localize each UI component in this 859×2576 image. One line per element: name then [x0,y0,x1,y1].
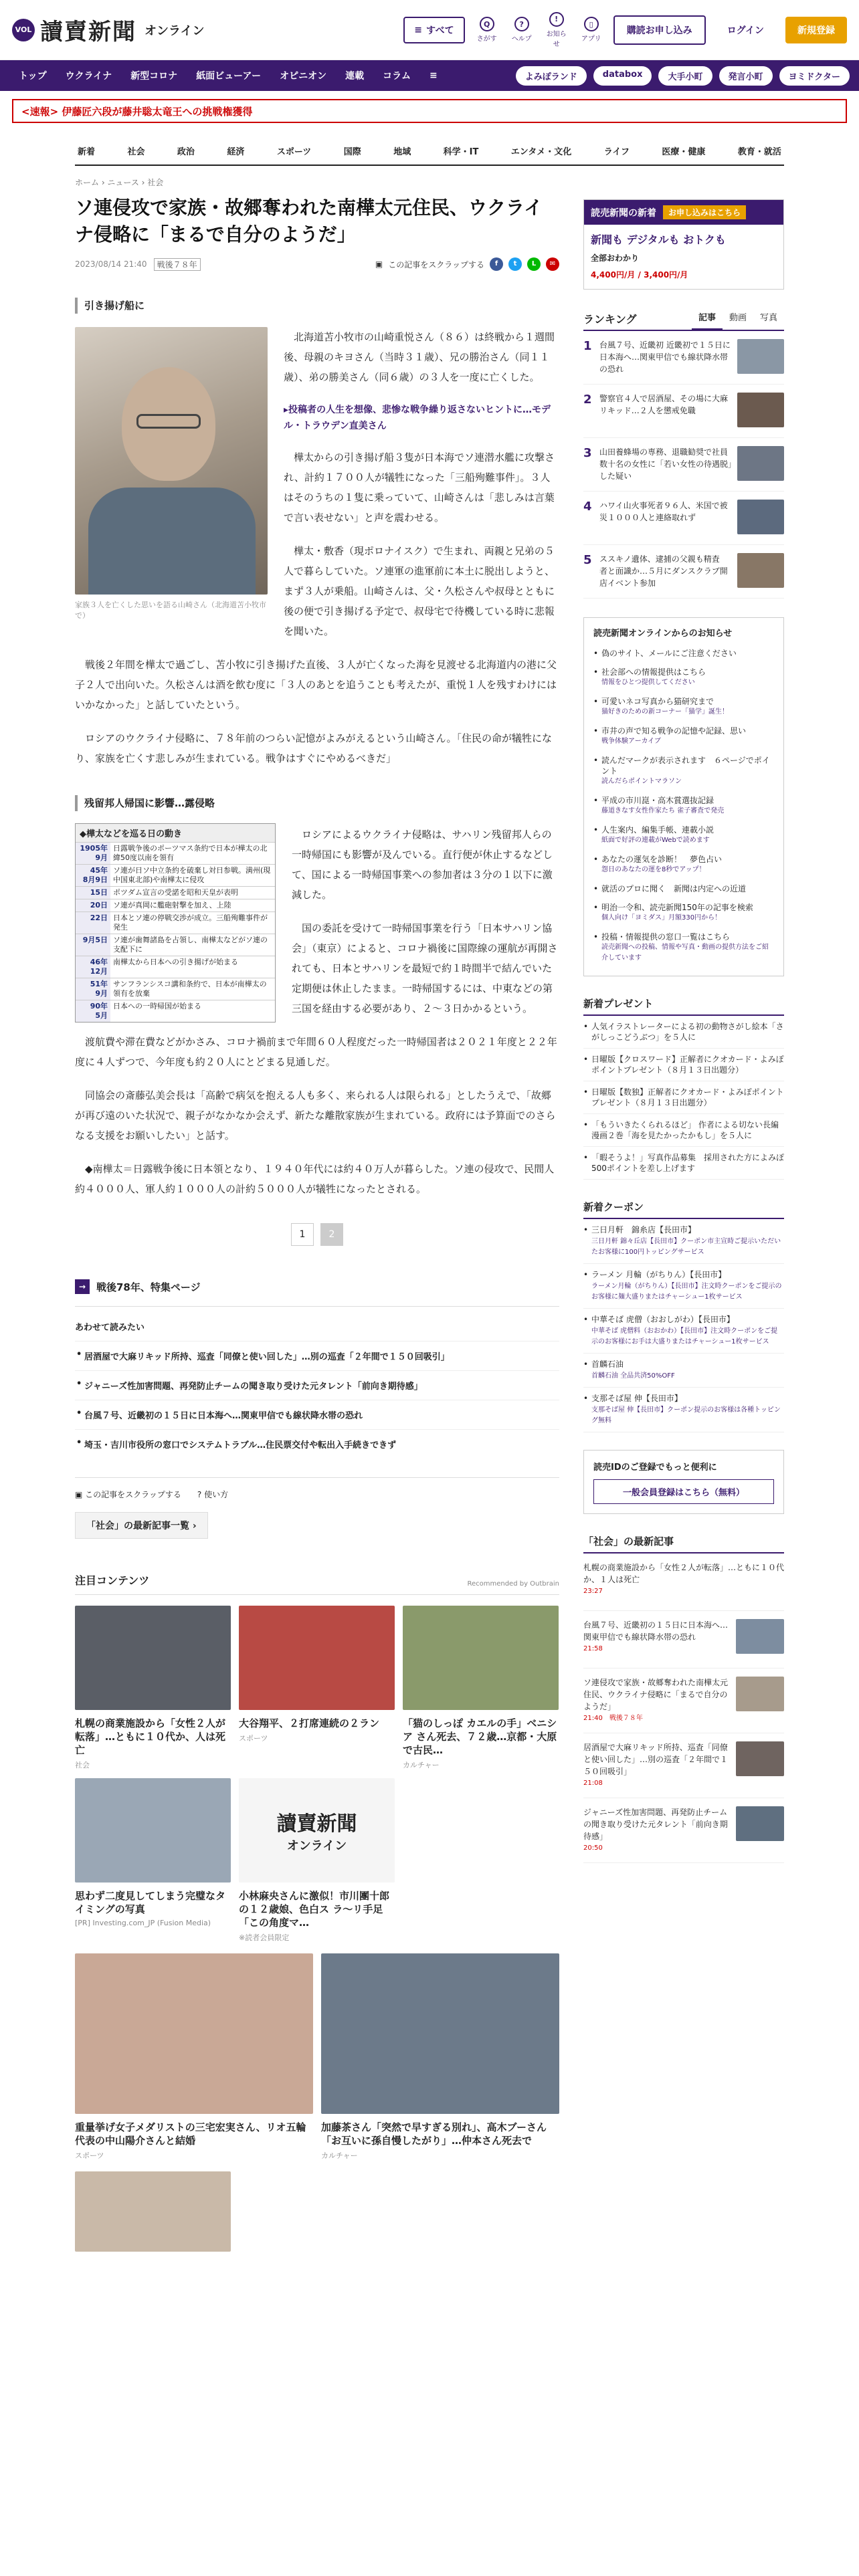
notice-sub: 紙面で好評の連載がWebで読めます [601,837,710,844]
howto-tool[interactable] [197,1489,228,1500]
nav-item-series[interactable]: 連載 [345,71,365,82]
nav-more-icon[interactable]: ≡ [429,70,438,81]
help-label: ヘルプ [511,35,532,43]
menu-icon: ≡ [414,24,422,35]
card-source: ※読者会員限定 [239,1933,290,1942]
card-title: 思わず二度見してしまう完璧なタイミングの写真 [75,1890,226,1915]
timeline-row [76,886,275,899]
ranking-thumbnail [737,553,784,588]
ranking-header [583,307,784,331]
card-image [239,1606,395,1710]
notice-sub: 読んだらポイントマラソン [601,778,682,785]
latest-text [583,1677,729,1725]
registration-button[interactable]: 一般会員登録はこちら（無料） [593,1479,774,1504]
recommend-card[interactable] [403,1606,559,1770]
present-item[interactable]: • 「もういきたくられるほど」 作者による切ない長編漫画２巻「海を見たかったかもし」を５人に [583,1114,784,1147]
article-figure [75,327,268,621]
subs-price: 4,400円/月 / 3,400円/月 [591,270,688,280]
notification-button[interactable] [544,12,569,48]
notice-item[interactable]: • 読んだマークが表示されます ６ページでポイント 読んだらポイントマラソン [593,751,774,791]
timeline-row [76,864,275,886]
also-read-item[interactable]: • 埼玉・吉川市役所の窓口でシステムトラブル…住民票交付や転出入手続きできず [75,1429,559,1459]
timeline-year: 20日 [76,899,110,911]
card-image [403,1606,559,1710]
card-title: 重量挙げ女子メダリストの三宅宏実さん、リオ五輪代表の中山陽介さんと結婚 [75,2121,306,2147]
ranking-thumbnail [737,393,784,427]
vol-badge: VOL [12,19,35,41]
pagination [75,1223,559,1246]
ranking-number: 1 [583,339,592,353]
notice-item[interactable]: • 投稿・情報提供の窓口一覧はこちら 読売新聞への投稿、情報や写真・動画の提供方法をご紹介しています [593,928,774,968]
latest-item[interactable] [583,1798,784,1863]
timeline-row [76,899,275,911]
timeline-event: サンフランシスコ講和条約で、日本が南樺太の領有を放棄 [113,980,267,998]
search-icon: Q [480,17,494,31]
site-header [0,0,859,60]
nav-pill-hatsugen[interactable]: 発言小町 [719,66,773,86]
mail-icon[interactable]: ✉ [546,257,559,271]
card-title: 小林麻央さんに激似！市川團十郎の１２歳娘、色白ス ラ～リ手足「この角度マ… [239,1890,390,1929]
scrap-icon: ▣ [75,1490,86,1499]
section-latest-button[interactable]: 「社会」の最新記事一覧 › [75,1512,208,1539]
subnav-item[interactable]: 新着 [78,146,96,157]
subnav-item[interactable]: スポーツ [276,146,312,157]
coupon-sub: 支那そば屋 伸【長田市】クーポン提示のお客様は各種トッピング無料 [591,1406,781,1424]
recommend-card[interactable] [75,1606,231,1770]
timeline-row [76,842,275,864]
notice-sub: 怨日のあなたの運を8秒でアップ！ [601,866,706,873]
latest-title: ジャニーズ性加害問題、再発防止チームの聞き取り受けた元タレント「前向き期待感」 [583,1808,728,1841]
subnav-item[interactable]: 科学・IT [443,146,479,157]
subnav-item[interactable]: 医療・健康 [662,146,706,157]
logo-name: 讀賣新聞 [40,19,136,45]
sidebar [583,166,784,2252]
register-button[interactable]: 新規登録 [785,17,847,43]
recommend-card[interactable] [321,1953,559,2161]
latest-text [583,1806,729,1854]
timeline-row [76,1000,275,1022]
notice-item[interactable]: • 人生案内、編集手帳、連載小説 紙面で好評の連載がWebで読めます [593,821,774,850]
latest-section-block [583,1534,784,1863]
tab-articles[interactable]: 記事 [692,306,723,330]
latest-time: 21:58 [583,1645,603,1652]
latest-title: 札幌の商業施設から「女性２人が転落」…ともに１０代か、１人は死亡 [583,1563,785,1584]
latest-text [583,1741,729,1790]
ranking-thumbnail [737,446,784,481]
card-image [75,1606,231,1710]
help-icon: ? [514,17,529,31]
nav-pill-databox[interactable]: databox [593,66,652,86]
subnav-item[interactable]: 教育・就活 [737,146,781,157]
notice-sub: 猫好きのための新コーナー「猫学」誕生！ [601,708,729,716]
ranking-number: 3 [583,446,592,460]
present-item[interactable]: • 「暇そうよ！」写真作品募集 採用された方によみぽ500ポイントを差し上げます [583,1147,784,1180]
timeline-title: ◆樺太などを巡る日の動き [76,824,275,842]
timeline-year: 51年 9月 [76,978,110,1000]
timeline-event: 日本とソ連の停戦交渉が成立。三船殉難事件が発生 [113,914,268,932]
present-item[interactable]: • 日曜版【クロスワード】正解者にクオカード・よみぽポイントプレゼント（８月１３日出題分） [583,1049,784,1081]
article-paragraph: 樺太・敷香（現ポロナイスク）で生まれ、両親と兄弟の５人で暮らしていた。ソ連軍の進軍前に本土に脱出しようと、まず３人が乗船。山崎さんは、父・久松さんや叔母とともに後の便で引き揚げる予定で、叔母宅で待機している時に悲報を聞いた。 [284,545,555,637]
coupon-sub: 三日月軒 錦々丘店【長田市】クーポン市主宣時ご提示いただいたお客様に100円トッピングサービス [591,1238,781,1256]
card-image [75,1953,313,2114]
coupon-item[interactable]: • 支那そば屋 伸【長田市】 支那そば屋 伸【長田市】クーポン提示のお客様は各種トッピング無料 [583,1388,784,1432]
card-source: スポーツ [75,2151,104,2160]
card-title: 加藤茶さん「突然で早すぎる別れ」、高木ブーさん「お互いに孫自慢したがり」…仲本さん死去で [321,2121,547,2147]
ranking-title: ランキング [583,312,637,326]
ranking-item[interactable] [583,438,784,492]
card-source: 社会 [75,1761,90,1769]
subscription-banner[interactable] [583,199,784,290]
card-title: 大谷翔平、２打席連続の２ラン [239,1717,380,1729]
subs-sub: 全部おわかり [591,253,640,263]
present-item[interactable]: • 日曜版【数独】正解者にクオカード・よみぽポイントプレゼント（８月１３日出題分） [583,1081,784,1114]
scrap-tool-label: この記事をスクラップする [85,1490,181,1499]
menu-label: すべて [425,25,454,36]
latest-item[interactable] [583,1611,784,1669]
latest-thumbnail [736,1677,784,1711]
ranking-thumbnail [737,500,784,534]
ranking-number: 4 [583,500,592,514]
notice-item[interactable]: • 市井の声で知る戦争の記憶や記録、思い 戦争体験アーカイブ [593,722,774,751]
subs-apply-badge[interactable]: お申し込みはこちら [663,205,746,219]
section-heading: 残留邦人帰国に影響…露侵略 [75,795,559,811]
notice-item[interactable]: • 就活のプロに聞く 新聞は内定への近道 [593,879,774,898]
coupon-item[interactable]: • ラーメン 月輪（がちりん）【長田市】 ラーメン月輪（がちりん）【長田市】注文時クーポンをご提示のお客様に麺大盛りまたはチャーシュー1枚サービス [583,1264,784,1309]
all-menu-button[interactable] [403,17,464,43]
also-read-item[interactable]: • 居酒屋で大麻リキッド所持、巡査「同僚と使い回した」…別の巡査「２年間で１５０回吸引」 [75,1341,559,1370]
nav-pill-yomidr[interactable]: ヨミドクター [779,66,850,86]
notice-item[interactable]: • 社会部への情報提供はこちら 情報をひとつ提供してください [593,663,774,692]
article-tools [75,1477,559,1500]
notice-item[interactable]: • 平成の市川崑・高木賞選抜記録 藤道きなす女性作家たち 雀子審査で発売 [593,791,774,821]
latest-time: 21:08 [583,1780,603,1787]
latest-title: 居酒屋で大麻リキッド所持、巡査「同僚と使い回した」…別の巡査「２年間で１５０回吸引」 [583,1743,729,1776]
timeline-table [75,823,276,1023]
also-read-item[interactable]: • ジャニーズ性加害問題、再発防止チームの聞き取り受けた元タレント「前向き期待感」 [75,1370,559,1400]
related-article-link[interactable]: ▸投稿者の人生を想像、悲惨な戦争繰り返さないヒントに…モデル・トラウデン直美さん [284,405,551,431]
latest-thumbnail [736,1619,784,1654]
recommend-card[interactable] [75,2171,231,2252]
notice-sub: 個人向け「ヨミダス」月額330円から！ [601,914,722,922]
timeline-year: 9月5日 [76,934,110,956]
timeline-event: 日本への一時帰国が始まる [113,1002,201,1010]
ranking-text: 台風７号、近畿初 近畿初で１５日に日本海へ…関東甲信でも線状降水帯の恐れ [599,340,731,374]
nav-item-column[interactable]: コラム [383,71,411,82]
logo-sub: オンライン [145,23,205,38]
nav-pill-otekomachi[interactable]: 大手小町 [658,66,712,86]
category-subnav [75,136,784,166]
timeline-year: 1905年 9月 [76,843,110,864]
ranking-list [583,331,784,599]
question-icon: ? [197,1490,205,1499]
timeline-event: ソ連が日ソ中立条約を破棄し対日参戦。満州(現中国東北部)や南樺太に侵攻 [113,866,271,884]
latest-item[interactable] [583,1733,784,1798]
help-button[interactable] [509,17,535,43]
site-logo[interactable] [12,13,204,46]
timeline-event: ポツダム宣言の受諾を昭和天皇が表明 [113,888,238,897]
attention-grid-wide [75,1953,559,2161]
subnav-item[interactable]: 国際 [343,146,361,157]
app-button[interactable] [579,17,604,43]
latest-thumbnail [736,1741,784,1776]
timeline-row [76,934,275,956]
tab-videos[interactable]: 動画 [729,313,747,323]
latest-item[interactable] [583,1553,784,1611]
timeline-year: 22日 [76,912,110,934]
page-1-link[interactable]: 1 [291,1223,314,1246]
article-paragraph: ロシアのウクライナ侵略に、７８年前のつらい記憶がよみがえるという山崎さん。「住民の命が犠牲になり、家族を亡くす悲しみが生まれている。戦争はすぐにやめるべきだ」 [75,732,552,764]
recommend-card[interactable] [75,1778,231,1943]
timeline-row [76,956,275,978]
timeline-event: ソ連が真岡に艦砲射撃を加え、上陸 [113,901,231,909]
subs-price-1: 4,400円/月 [591,270,636,280]
timeline-event: ソ連が歯舞諸島を占領し、南樺太などがソ連の支配下に [113,936,268,954]
latest-text [583,1562,784,1602]
article-paragraph: 国の委託を受けて一時帰国事業を行う「日本サハリン協会」（東京）によると、コロナ禍後に国際線の運航が再開されても、日本とサハリンを最短で約１時間半で結んでいた定期便は休止したまま。一時帰国するには、中東などの第三国を経由する必要があり、２～３日かかるという。 [292,922,558,1014]
coupon-item[interactable]: • 三日月軒 錦糸店【長田市】 三日月軒 錦々丘店【長田市】クーポン市主宣時ご提示いただいたお客様に100円トッピングサービス [583,1219,784,1264]
ranking-item[interactable] [583,331,784,385]
registration-text: 読売IDのご登録でもっと便利に [593,1463,717,1473]
recommend-card[interactable] [239,1606,395,1770]
subs-headline: 新聞も デジタルも おトクも [591,233,726,246]
search-label: さがす [476,35,497,43]
article-paragraph: 渡航費や滞在費などがかさみ、コロナ禍前まで年間６０人程度だった一時帰国者は２０２１年度と２２年度に４人ずつで、今年度も約２０人にとどまる見通しだ。 [75,1036,557,1068]
latest-time: 20:50 [583,1844,603,1852]
arrow-right-icon: → [75,1279,90,1294]
coupon-sub: 中華そば 虎僧料（おおかわ）【長田市】注文時クーポンをご提示のお客様にお手は大盛りまたはチャーシュー1枚サービス [591,1327,778,1346]
latest-title: 台風７号、近畿初の１５日に日本海へ…関東甲信でも線状降水帯の恐れ [583,1620,729,1642]
timeline-year: 45年 8月9日 [76,865,110,886]
feature-label: 戦後78年、特集ページ [96,1281,201,1293]
latest-item[interactable] [583,1669,784,1733]
card-source: [PR] Investing.com_JP (Fusion Media) [75,1919,211,1927]
also-read [75,1320,559,1459]
subs-price-2: 3,400円/月 [644,270,688,280]
nav-item-viewer[interactable]: 紙面ビューアー [196,71,262,82]
article-paragraph: ロシアによるウクライナ侵略は、サハリン残留邦人らの一時帰国にも影響が及んでいる。直行便が休止するなどして、国による一時帰国事業への参加者は３分の１以下に激減した。 [292,829,553,901]
ranking-thumbnail [737,339,784,374]
search-button[interactable] [474,17,500,43]
ranking-number: 5 [583,553,592,567]
bell-icon: ! [549,12,564,27]
article-paragraph: 北海道苫小牧市の山崎重悦さん（８６）は終戦から１週間後、母親のキヨさん（当時３１歳）、兄の勝治さん（同１１歳）、弟の勝美さん（同６歳）の３人を一度に亡くした。 [284,331,555,383]
tab-photos[interactable]: 写真 [759,313,777,323]
card-image [321,1953,559,2114]
twitter-icon[interactable]: t [508,257,522,271]
howto-label: 使い方 [204,1490,229,1499]
card-title: 札幌の商業施設から「女性２人が転落」…ともに１０代か、人は死亡 [75,1717,226,1756]
coupon-block [583,1200,784,1432]
notice-item[interactable]: • 明治一令和、読売新聞150年の記事を検索 個人向け「ヨミダス」月額330円から！ [593,898,774,928]
outbrain-logo[interactable]: Recommended by Outbrain [467,1580,559,1588]
timeline-event: 日露戦争後のポーツマス条約で日本が樺太の北緯50度以南を領有 [113,844,268,862]
coupon-item[interactable]: • 首麟石油 首麟石油 全品共済50%OFF [583,1354,784,1388]
recommend-card[interactable] [239,1778,395,1943]
ranking-text: ススキノ遺体、逮捕の父親も精査 者と面識か…５月にダンスクラブ開店イベント参加 [599,554,728,588]
facebook-icon[interactable]: f [490,257,503,271]
ranking-text: 警察官４人で居酒屋、その場に大麻リキッド…２人を懲戒免職 [599,394,729,415]
subnav-item[interactable]: 経済 [227,146,245,157]
timeline-year: 46年 12月 [76,956,110,978]
timeline-year: 15日 [76,887,110,899]
scrap-icon: ▣ [375,259,383,269]
subnav-item[interactable]: 政治 [177,146,195,157]
article-paragraph: 同協会の斎藤弘美会長は「高齢で病気を抱える人も多く、来られる人は限られる」としたうえで、「故郷が再び遠のいた状況で、親子がなかなか会えず、新たな離散家族が生まれている。政府には予算面でのさらなる支援をお願いしたい」と話す。 [75,1089,556,1142]
nav-item-ukraine[interactable]: ウクライナ [65,71,112,82]
notice-sub: 読売新聞への投稿、情報や写真・動画の提供方法をご紹介しています [601,944,769,962]
nav-pill-yomipo[interactable]: よみぽランド [516,66,587,86]
line-icon[interactable]: L [527,257,541,271]
notice-sub: 藤道きなす女性作家たち 雀子審査で発売 [601,807,725,815]
section-heading: 引き揚げ船に [75,298,559,314]
article-paragraph: 戦後２年間を樺太で過ごし、苫小牧に引き揚げた直後、３人が亡くなった海を見渡せる北海道内の港に父子２人で出向いた。久松さんは酒を飲む度に「３人のあとを追うことも考えたが、重悦１人を残すわけにはいかなかった」と話していたという。 [75,659,557,711]
notice-sub: 情報をひとつ提供してください [601,679,695,686]
subnav-item[interactable]: 地域 [393,146,411,157]
present-title: 新着プレゼント [583,996,784,1016]
latest-thumbnail [736,1806,784,1841]
notice-item[interactable]: • あなたの運気を診断！ 夢色占い 怨日のあなたの運を8秒でアップ！ [593,850,774,879]
recommend-card[interactable] [75,1953,313,2161]
app-icon: ▯ [584,17,599,31]
subnav-item[interactable]: ライフ [603,146,630,157]
article-tag[interactable]: 戦後７８年 [154,258,201,271]
article-meta [75,257,559,271]
coupon-item[interactable]: • 中華そば 虎僧（おおしがわ）【長田市】 中華そば 虎僧料（おおかわ）【長田市】注文時クーポンをご提示のお客様にお手は大盛りまたはチャーシュー1枚サービス [583,1309,784,1354]
coupon-title: 新着クーポン [583,1200,784,1219]
card-image [75,1778,231,1883]
timeline-year: 90年 5月 [76,1000,110,1022]
timeline-row [76,911,275,934]
subs-head-title: 読売新聞の新着 [591,207,656,219]
photo-caption: 家族３人を亡くした思いを語る山崎さん（北海道苫小牧市で） [75,601,266,620]
main-nav [0,60,859,91]
latest-time: 21:40 戦後７８年 [583,1715,643,1722]
timeline-event: 南樺太から日本への引き揚げが始まる [113,958,238,966]
ranking-text: ハワイ山火事死者９６人、米国で被災１０００人と連絡取れず [599,501,728,522]
attention-grid [75,1606,559,1943]
registration-box [583,1450,784,1514]
card-image [75,2171,231,2252]
ranking-item[interactable] [583,545,784,599]
coupon-sub: ラーメン月輪（がちりん）【長田市】注文時クーポンをご提示のお客様に麺大盛りまたはチャーシュー1枚サービス [591,1283,782,1301]
timeline-row [76,978,275,1000]
nav-item-top[interactable]: トップ [19,71,47,82]
article-paragraph: ◆南樺太＝日露戦争後に日本領となり、１９４０年代には約４０万人が暮らした。ソ連の侵攻で、民間人約４０００人、軍人約１０００人の計約５０００人が犠牲になったとされる。 [75,1163,555,1195]
ranking-number: 2 [583,393,592,407]
present-block [583,996,784,1180]
notice-sub: 戦争体験アーカイブ [601,738,661,745]
ranking-text: 山田養蜂場の専務、退職勧奨で社員数十名の女性に「若い女性の待遇脱」した疑い [599,447,733,481]
scrap-link[interactable]: この記事をスクラップする [388,259,484,270]
attention-grid-extra [75,2171,559,2252]
latest-title: ソ連侵攻で家族・故郷奪われた南樺太元住民、ウクライナ侵略に「まるで自分のようだ」 [583,1678,729,1711]
page-2-link[interactable]: 2 [320,1223,343,1246]
nav-item-corona[interactable]: 新型コロナ [130,71,178,82]
breadcrumb[interactable]: ホーム › ニュース › 社会 [75,178,164,187]
article-photo[interactable] [75,327,268,595]
attention-header [75,1572,559,1595]
feature-page-link[interactable] [75,1279,559,1307]
card-source: スポーツ [239,1734,268,1743]
card-logo-text: 讀賣新聞 [276,1812,357,1836]
nav-item-opinion[interactable]: オピニオン [280,71,327,82]
latest-text [583,1619,729,1660]
present-item[interactable]: • 人気イラストレーターによる初の動物さがし絵本「さがしっこどうぶつ」を５人に [583,1016,784,1049]
notice-box [583,617,784,976]
notification-label: お知らせ [546,30,567,48]
notice-title: 読売新聞オンラインからのお知らせ [593,629,733,639]
also-read-title: あわせて読みたい [75,1323,145,1333]
ranking-item[interactable] [583,385,784,438]
subnav-item[interactable]: 社会 [127,146,145,157]
card-image [239,1778,395,1883]
notice-item[interactable]: • 偽のサイト、メールにご注意ください [593,644,774,663]
app-label: アプリ [581,35,601,43]
subnav-item[interactable]: エンタメ・文化 [510,146,572,157]
article-title: ソ連侵攻で家族・故郷奪われた南樺太元住民、ウクライナ侵略に「まるで自分のようだ」 [75,197,543,245]
notice-item[interactable]: • 可愛いネコ写真から猫研究まで 猫好きのための新コーナー「猫学」誕生！ [593,692,774,722]
card-title: 「猫のしっぽ カエルの手」ベニシア さん死去、７２歳…京都・大原で古民… [403,1717,557,1756]
attention-title: 注目コンテンツ [75,1574,150,1587]
latest-time: 23:27 [583,1588,603,1595]
article-date: 2023/08/14 21:40 [75,259,147,269]
card-source: カルチャー [403,1761,440,1769]
coupon-sub: 首麟石油 全品共済50%OFF [591,1372,675,1380]
article-column [75,166,559,2252]
ranking-item[interactable] [583,492,784,545]
article-paragraph: 樺太からの引き揚げ船３隻が日本海でソ連潜水艦に攻撃され、計約１７００人が犠牲になった「三船殉難事件」。３人はそのうちの１隻に乗っていて、山崎さんは「悲しみは言葉で言い表せない」と声を震わせる。 [284,451,555,524]
latest-section-title: 「社会」の最新記事 [583,1534,784,1553]
card-logo-sub: オンライン [286,1839,347,1853]
card-source: カルチャー [321,2151,358,2160]
scrap-tool[interactable] [75,1489,181,1500]
subscribe-button[interactable]: 購読お申し込み [613,15,706,45]
also-read-item[interactable]: • 台風７号、近畿初の１５日に日本海へ…関東甲信でも線状降水帯の恐れ [75,1400,559,1429]
breaking-news-banner[interactable]: <速報> 伊藤匠六段が藤井聡太竜王への挑戦権獲得 [12,99,847,123]
login-button[interactable]: ログイン [727,25,764,36]
